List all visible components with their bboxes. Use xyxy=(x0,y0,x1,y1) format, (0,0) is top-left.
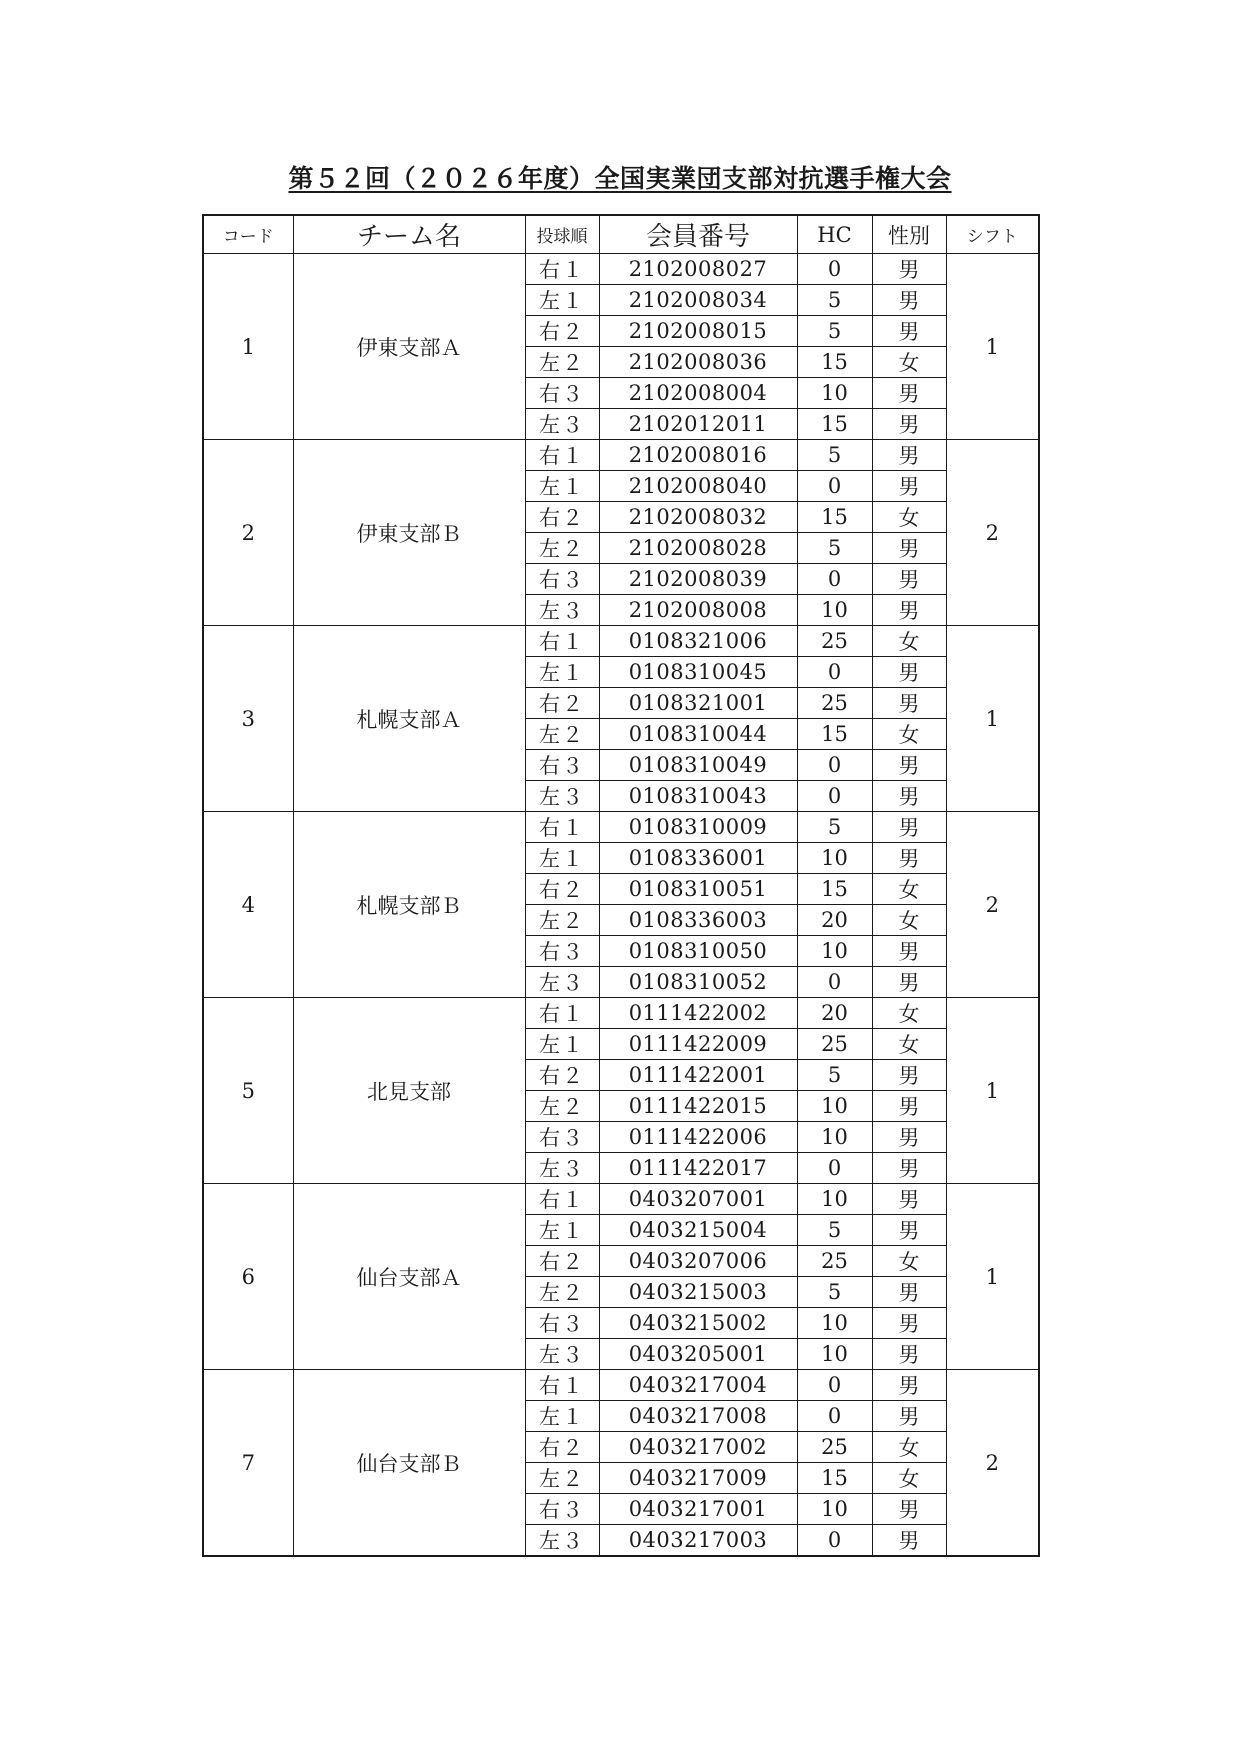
handicap: 10 xyxy=(797,843,872,874)
member-number: 0403215004 xyxy=(599,1215,797,1246)
bowling-order: 左２ xyxy=(525,533,599,564)
bowling-order: 左１ xyxy=(525,1401,599,1432)
gender: 女 xyxy=(872,502,946,533)
gender: 男 xyxy=(872,1060,946,1091)
gender: 男 xyxy=(872,440,946,471)
bowling-order: 左３ xyxy=(525,409,599,440)
team-shift: 2 xyxy=(946,812,1039,998)
bowling-order: 右１ xyxy=(525,1184,599,1215)
member-number: 0403205001 xyxy=(599,1339,797,1370)
gender: 男 xyxy=(872,812,946,843)
player-row xyxy=(203,626,1039,657)
handicap: 10 xyxy=(797,1184,872,1215)
member-number: 0108321001 xyxy=(599,688,797,719)
gender: 男 xyxy=(872,1401,946,1432)
header-code: コード xyxy=(203,215,293,254)
handicap: 10 xyxy=(797,1494,872,1525)
document-title xyxy=(0,163,1240,195)
gender: 女 xyxy=(872,905,946,936)
member-number: 0108310044 xyxy=(599,719,797,750)
gender: 男 xyxy=(872,409,946,440)
handicap: 5 xyxy=(797,285,872,316)
bowling-order: 左１ xyxy=(525,471,599,502)
handicap: 20 xyxy=(797,905,872,936)
handicap: 5 xyxy=(797,533,872,564)
gender: 男 xyxy=(872,1091,946,1122)
header-hc: HC xyxy=(797,215,872,254)
bowling-order: 右３ xyxy=(525,1494,599,1525)
team-shift: 1 xyxy=(946,626,1039,812)
bowling-order: 右２ xyxy=(525,1060,599,1091)
member-number: 0108310045 xyxy=(599,657,797,688)
bowling-order: 左３ xyxy=(525,1339,599,1370)
bowling-order: 右２ xyxy=(525,502,599,533)
member-number: 2102008036 xyxy=(599,347,797,378)
bowling-order: 左３ xyxy=(525,1153,599,1184)
gender: 男 xyxy=(872,1339,946,1370)
member-number: 0403207006 xyxy=(599,1246,797,1277)
team-name: 札幌支部Ａ xyxy=(293,626,525,812)
member-number: 2102012011 xyxy=(599,409,797,440)
gender: 男 xyxy=(872,1215,946,1246)
handicap: 10 xyxy=(797,378,872,409)
bowling-order: 右３ xyxy=(525,1308,599,1339)
team-code: 5 xyxy=(203,998,293,1184)
header-team-name: チーム名 xyxy=(293,215,525,254)
bowling-order: 左３ xyxy=(525,781,599,812)
handicap: 0 xyxy=(797,1401,872,1432)
gender: 男 xyxy=(872,595,946,626)
team-name: 北見支部 xyxy=(293,998,525,1184)
team-code: 4 xyxy=(203,812,293,998)
member-number: 0403217009 xyxy=(599,1463,797,1494)
member-number: 2102008040 xyxy=(599,471,797,502)
handicap: 0 xyxy=(797,750,872,781)
bowling-order: 右２ xyxy=(525,688,599,719)
gender: 男 xyxy=(872,285,946,316)
bowling-order: 右３ xyxy=(525,936,599,967)
player-row xyxy=(203,1370,1039,1401)
bowling-order: 左２ xyxy=(525,347,599,378)
handicap: 15 xyxy=(797,409,872,440)
gender: 男 xyxy=(872,533,946,564)
handicap: 0 xyxy=(797,564,872,595)
gender: 男 xyxy=(872,657,946,688)
member-number: 0108310049 xyxy=(599,750,797,781)
gender: 男 xyxy=(872,1525,946,1557)
gender: 男 xyxy=(872,967,946,998)
bowling-order: 右３ xyxy=(525,378,599,409)
handicap: 5 xyxy=(797,1215,872,1246)
handicap: 10 xyxy=(797,595,872,626)
handicap: 10 xyxy=(797,936,872,967)
bowling-order: 左１ xyxy=(525,657,599,688)
member-number: 2102008015 xyxy=(599,316,797,347)
handicap: 10 xyxy=(797,1122,872,1153)
player-row xyxy=(203,254,1039,285)
team-shift: 1 xyxy=(946,1184,1039,1370)
team-name: 仙台支部Ｂ xyxy=(293,1370,525,1557)
bowling-order: 左２ xyxy=(525,719,599,750)
handicap: 0 xyxy=(797,254,872,285)
document-title-text: 第５２回（２０２６年度）全国実業団支部対抗選手権大会 xyxy=(288,164,952,193)
handicap: 0 xyxy=(797,1153,872,1184)
bowling-order: 右１ xyxy=(525,626,599,657)
handicap: 5 xyxy=(797,440,872,471)
gender: 男 xyxy=(872,378,946,409)
bowling-order: 右１ xyxy=(525,1370,599,1401)
member-number: 0111422002 xyxy=(599,998,797,1029)
member-number: 0111422009 xyxy=(599,1029,797,1060)
bowling-order: 左３ xyxy=(525,595,599,626)
member-number: 0403215003 xyxy=(599,1277,797,1308)
player-row xyxy=(203,998,1039,1029)
gender: 女 xyxy=(872,1246,946,1277)
member-number: 0108310052 xyxy=(599,967,797,998)
member-number: 0108321006 xyxy=(599,626,797,657)
team-shift: 1 xyxy=(946,254,1039,440)
gender: 男 xyxy=(872,688,946,719)
handicap: 0 xyxy=(797,471,872,502)
gender: 男 xyxy=(872,1184,946,1215)
handicap: 25 xyxy=(797,1432,872,1463)
gender: 男 xyxy=(872,254,946,285)
member-number: 0108310051 xyxy=(599,874,797,905)
member-number: 0108336003 xyxy=(599,905,797,936)
bowling-order: 左３ xyxy=(525,1525,599,1557)
gender: 女 xyxy=(872,1029,946,1060)
handicap: 15 xyxy=(797,719,872,750)
bowling-order: 左２ xyxy=(525,905,599,936)
team-code: 2 xyxy=(203,440,293,626)
gender: 男 xyxy=(872,316,946,347)
bowling-order: 右１ xyxy=(525,440,599,471)
gender: 女 xyxy=(872,347,946,378)
handicap: 5 xyxy=(797,316,872,347)
bowling-order: 左１ xyxy=(525,285,599,316)
handicap: 5 xyxy=(797,1277,872,1308)
bowling-order: 左１ xyxy=(525,1029,599,1060)
gender: 男 xyxy=(872,1277,946,1308)
bowling-order: 右１ xyxy=(525,812,599,843)
bowling-order: 右３ xyxy=(525,564,599,595)
member-number: 0403215002 xyxy=(599,1308,797,1339)
handicap: 10 xyxy=(797,1308,872,1339)
member-number: 2102008034 xyxy=(599,285,797,316)
handicap: 25 xyxy=(797,1246,872,1277)
handicap: 25 xyxy=(797,626,872,657)
handicap: 15 xyxy=(797,874,872,905)
member-number: 2102008032 xyxy=(599,502,797,533)
gender: 男 xyxy=(872,750,946,781)
member-number: 0403207001 xyxy=(599,1184,797,1215)
member-number: 0111422015 xyxy=(599,1091,797,1122)
bowling-order: 左１ xyxy=(525,843,599,874)
member-number: 2102008028 xyxy=(599,533,797,564)
team-code: 6 xyxy=(203,1184,293,1370)
member-number: 2102008039 xyxy=(599,564,797,595)
handicap: 15 xyxy=(797,347,872,378)
player-row xyxy=(203,1184,1039,1215)
member-number: 2102008008 xyxy=(599,595,797,626)
bowling-order: 右３ xyxy=(525,1122,599,1153)
handicap: 25 xyxy=(797,688,872,719)
member-number: 0403217001 xyxy=(599,1494,797,1525)
handicap: 15 xyxy=(797,502,872,533)
gender: 女 xyxy=(872,874,946,905)
bowling-order: 右１ xyxy=(525,998,599,1029)
bowling-order: 左２ xyxy=(525,1091,599,1122)
roster-body xyxy=(203,254,1039,1557)
bowling-order: 右２ xyxy=(525,1432,599,1463)
handicap: 0 xyxy=(797,967,872,998)
handicap: 10 xyxy=(797,1091,872,1122)
member-number: 0108310050 xyxy=(599,936,797,967)
team-shift: 2 xyxy=(946,440,1039,626)
gender: 男 xyxy=(872,471,946,502)
roster-table xyxy=(202,214,1040,1557)
player-row xyxy=(203,440,1039,471)
member-number: 0403217008 xyxy=(599,1401,797,1432)
bowling-order: 右２ xyxy=(525,1246,599,1277)
handicap: 0 xyxy=(797,781,872,812)
header-member-number: 会員番号 xyxy=(599,215,797,254)
gender: 男 xyxy=(872,936,946,967)
gender: 男 xyxy=(872,1153,946,1184)
team-shift: 2 xyxy=(946,1370,1039,1557)
gender: 女 xyxy=(872,626,946,657)
handicap: 0 xyxy=(797,1370,872,1401)
team-code: 7 xyxy=(203,1370,293,1557)
team-name: 伊東支部Ｂ xyxy=(293,440,525,626)
member-number: 0111422001 xyxy=(599,1060,797,1091)
team-shift: 1 xyxy=(946,998,1039,1184)
gender: 男 xyxy=(872,1494,946,1525)
bowling-order: 左３ xyxy=(525,967,599,998)
gender: 男 xyxy=(872,781,946,812)
member-number: 2102008016 xyxy=(599,440,797,471)
bowling-order: 右１ xyxy=(525,254,599,285)
header-gender: 性別 xyxy=(872,215,946,254)
bowling-order: 右２ xyxy=(525,316,599,347)
member-number: 0108336001 xyxy=(599,843,797,874)
team-name: 仙台支部Ａ xyxy=(293,1184,525,1370)
team-code: 1 xyxy=(203,254,293,440)
handicap: 5 xyxy=(797,812,872,843)
handicap: 0 xyxy=(797,1525,872,1557)
handicap: 5 xyxy=(797,1060,872,1091)
gender: 女 xyxy=(872,998,946,1029)
handicap: 10 xyxy=(797,1339,872,1370)
gender: 男 xyxy=(872,1122,946,1153)
header-shift: シフト xyxy=(946,215,1039,254)
team-name: 札幌支部Ｂ xyxy=(293,812,525,998)
header-row xyxy=(203,215,1039,254)
handicap: 15 xyxy=(797,1463,872,1494)
member-number: 0111422017 xyxy=(599,1153,797,1184)
member-number: 2102008027 xyxy=(599,254,797,285)
header-bowling-order: 投球順 xyxy=(525,215,599,254)
bowling-order: 左２ xyxy=(525,1463,599,1494)
handicap: 20 xyxy=(797,998,872,1029)
gender: 女 xyxy=(872,719,946,750)
bowling-order: 右３ xyxy=(525,750,599,781)
gender: 男 xyxy=(872,1308,946,1339)
team-code: 3 xyxy=(203,626,293,812)
gender: 女 xyxy=(872,1432,946,1463)
gender: 男 xyxy=(872,564,946,595)
bowling-order: 左１ xyxy=(525,1215,599,1246)
gender: 男 xyxy=(872,843,946,874)
player-row xyxy=(203,812,1039,843)
member-number: 2102008004 xyxy=(599,378,797,409)
gender: 女 xyxy=(872,1463,946,1494)
bowling-order: 左２ xyxy=(525,1277,599,1308)
bowling-order: 右２ xyxy=(525,874,599,905)
member-number: 0108310043 xyxy=(599,781,797,812)
handicap: 0 xyxy=(797,657,872,688)
member-number: 0403217002 xyxy=(599,1432,797,1463)
handicap: 25 xyxy=(797,1029,872,1060)
member-number: 0403217004 xyxy=(599,1370,797,1401)
member-number: 0108310009 xyxy=(599,812,797,843)
team-name: 伊東支部Ａ xyxy=(293,254,525,440)
member-number: 0403217003 xyxy=(599,1525,797,1557)
member-number: 0111422006 xyxy=(599,1122,797,1153)
gender: 男 xyxy=(872,1370,946,1401)
